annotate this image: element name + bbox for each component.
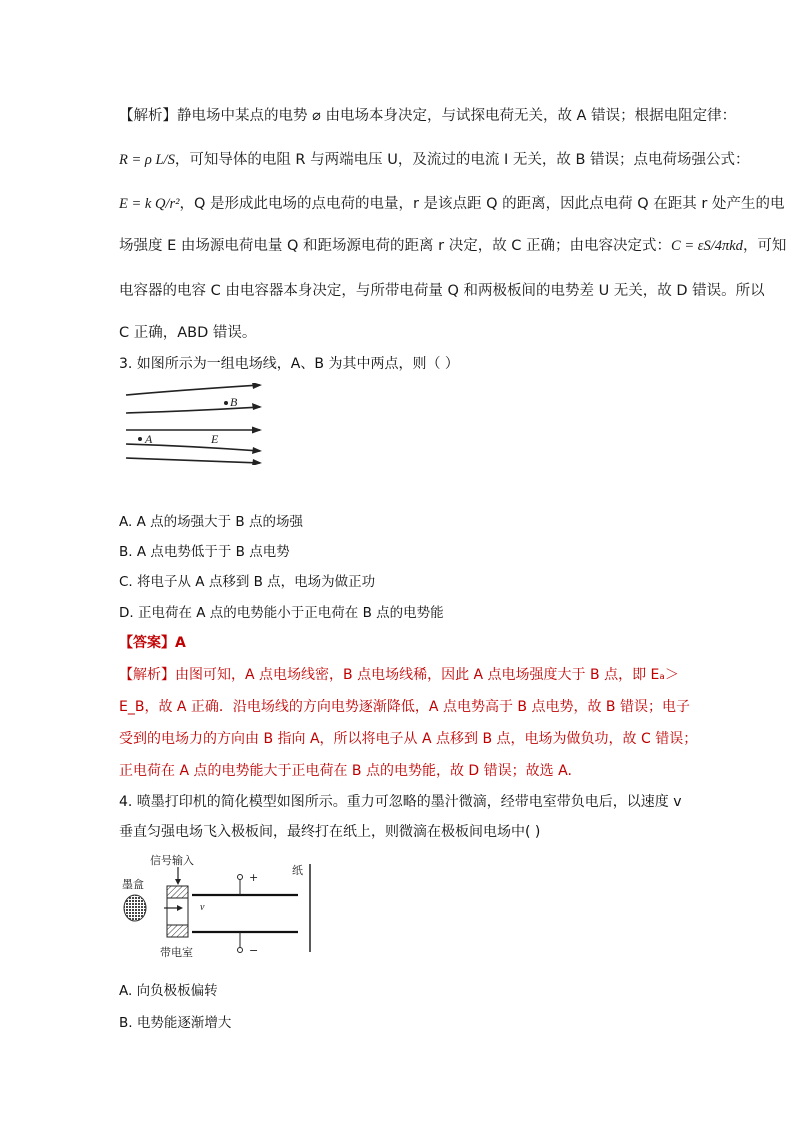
positive-terminal <box>238 875 243 880</box>
point-a-label: A <box>145 432 153 446</box>
electric-field-lines-figure <box>122 383 272 465</box>
q2-analysis-line2-text: ，可知导体的电阻 R 与两端电压 U，及流过的电流 I 无关，故 B 错误；点电荷场强公式： <box>174 152 750 168</box>
q2-analysis-line1: 【解析】静电场中某点的电势 ⌀ 由电场本身决定，与试探电荷无关，故 A 错误；根据电阻定律： <box>119 108 737 124</box>
capacitance-formula: C = εS/4πkd <box>671 238 743 254</box>
q3-answer: 【答案】A <box>119 635 186 651</box>
signal-input-label: 信号输入 <box>150 854 194 867</box>
q2-analysis-line4 <box>119 234 786 255</box>
field-line-1-arrow <box>252 383 262 389</box>
resistance-formula: R = ρ L/S <box>119 152 175 168</box>
q2-analysis-line4-text-a: 场强度 E 由场源电荷电量 Q 和距场源电荷的距离 r 决定，故 C 正确；由电容决定式： <box>119 238 672 254</box>
q3-option-b: B. A 点电势低于于 B 点电势 <box>119 544 290 560</box>
plus-label: + <box>249 871 259 884</box>
paper-label: 纸 <box>292 864 303 877</box>
q4-option-a: A. 向负极板偏转 <box>119 983 218 999</box>
field-strength-formula: E = k Q/r² <box>119 196 180 212</box>
charging-chamber-top <box>167 886 188 898</box>
inkjet-printer-figure <box>120 852 320 970</box>
field-line-5-arrow <box>252 459 262 465</box>
q3-stem: 3. 如图所示为一组电场线，A、B 为其中两点，则（ ） <box>119 356 459 372</box>
q2-analysis-line3 <box>119 192 785 213</box>
point-b-dot <box>224 401 228 405</box>
negative-terminal <box>238 948 243 953</box>
q3-analysis-line1: 【解析】由图可知，A 点电场线密，B 点电场线稀，因此 A 点电场强度大于 B 点，即 Eₐ＞ <box>119 667 679 683</box>
velocity-label: v <box>200 902 205 913</box>
ink-box <box>124 895 146 921</box>
q4-stem-line1: 4. 喷墨打印机的简化模型如图所示。重力可忽略的墨汁微滴，经带电室带负电后，以速度 v <box>119 794 682 810</box>
field-line-2 <box>126 407 260 413</box>
q3-analysis-line4: 正电荷在 A 点的电势能大于正电荷在 B 点的电势能，故 D 错误；故选 A. <box>119 763 572 779</box>
q2-analysis-line6: C 正确，ABD 错误。 <box>119 325 257 341</box>
q3-analysis-line3: 受到的电场力的方向由 B 指向 A，所以将电子从 A 点移到 B 点，电场为做负功，故 C 错误； <box>119 731 698 747</box>
field-line-5 <box>126 458 260 463</box>
q3-option-d: D. 正电荷在 A 点的电势能小于正电荷在 B 点的电势能 <box>119 605 444 621</box>
ink-box-label: 墨盒 <box>122 878 144 891</box>
q2-analysis-line5: 电容器的电容 C 由电容器本身决定，与所带电荷量 Q 和两极板间的电势差 U 无关，故 D 错误。所以 <box>119 283 765 299</box>
field-line-4-arrow <box>252 447 262 454</box>
q3-option-a: A. A 点的场强大于 B 点的场强 <box>119 514 303 530</box>
q3-option-c: C. 将电子从 A 点移到 B 点，电场为做正功 <box>119 574 376 590</box>
charging-chamber-bottom <box>167 925 188 937</box>
q4-option-b: B. 电势能逐渐增大 <box>119 1015 232 1031</box>
q3-analysis-line2: E_B，故 A 正确．沿电场线的方向电势逐渐降低，A 点电势高于 B 点电势，故 B 错误；电子 <box>119 699 690 715</box>
minus-label: − <box>249 944 259 957</box>
q2-analysis-line4-text-b: ，可知 <box>742 238 787 254</box>
q2-analysis-line3-text: ，Q 是形成此电场的点电荷的电量，r 是该点距 Q 的距离，因此点电荷 Q 在距其 r 处产生的电 <box>179 196 785 212</box>
charge-room-label: 带电室 <box>160 946 193 959</box>
q2-analysis-line2 <box>119 148 750 169</box>
field-line-3-arrow <box>252 427 262 434</box>
q4-stem-line2: 垂直匀强电场飞入极板间，最终打在纸上，则微滴在极板间电场中( ) <box>119 824 541 840</box>
point-a-dot <box>138 437 142 441</box>
field-e-label: E <box>211 432 219 446</box>
point-b-label: B <box>230 395 238 409</box>
field-line-1 <box>126 385 260 395</box>
field-line-2-arrow <box>252 403 262 410</box>
